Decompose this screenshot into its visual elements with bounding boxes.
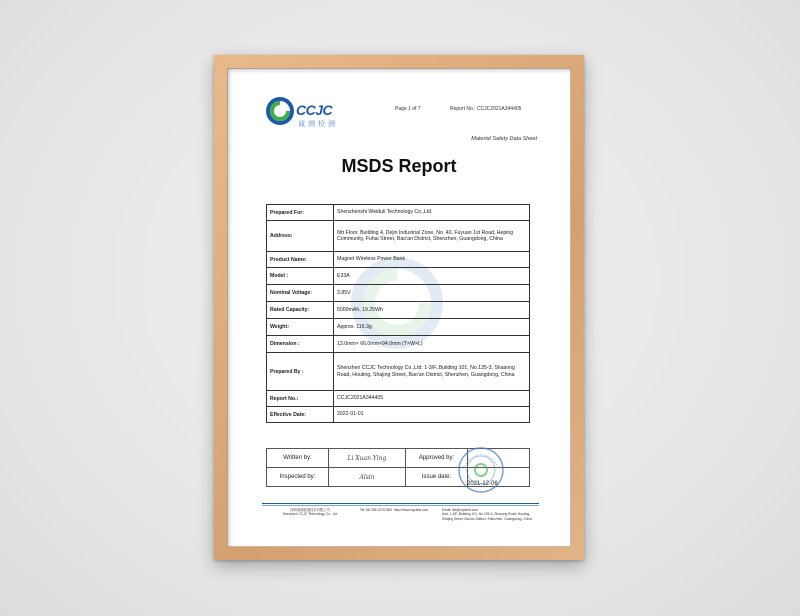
footer-company-cn: 深圳诚测检测技术有限公司	[290, 508, 330, 512]
footer-company	[265, 508, 355, 517]
field-label: Prepared For:	[267, 205, 334, 221]
field-value: 3.85V	[334, 285, 530, 302]
field-value: 2022-01-01	[334, 407, 530, 423]
field-label: Rated Capacity:	[267, 302, 334, 319]
field-value: 5000mAh, 19.25Wh	[334, 302, 530, 319]
table-row	[267, 285, 530, 302]
report-info-table	[266, 204, 530, 423]
logo-subtext: 诚测检测	[298, 121, 338, 128]
field-value: Shenzhen CCJC Technology Co.,Ltd. 1-3/F.,Building 101, No.135-3, Shasong Road, Houting, Shajing Street, Bao'an District, Shenzhen, Guangdong, China	[334, 353, 530, 391]
page-number: Page 1 of 7	[395, 106, 421, 112]
footer-company-en: Shenzhen CCJC Technology Co., Ltd	[282, 512, 338, 517]
field-label: Address:	[267, 221, 334, 252]
footer-email: Email: lab@ccjctest.com	[442, 508, 478, 512]
certificate-page	[227, 68, 571, 547]
footer-divider-thin	[262, 505, 539, 506]
field-value: 6th Floor, Building 4, Dejin Industrial Zone, No. 40, Fuyuan 1st Road, Heping Community, Fuhai Street, Bao'an District, Shenzhen, Guangdong, China	[334, 221, 530, 252]
footer-address: Add: 1-3/F.,Building 101, No.135-3, Shasong Road, Houting, Shajing Street, Bao'an District, Shenzhen, Guangdong, China	[442, 512, 532, 521]
table-row	[267, 252, 530, 268]
report-title: MSDS Report	[341, 156, 457, 176]
inspected-by-signature: Alsin	[329, 468, 406, 487]
picture-frame	[214, 55, 584, 560]
inspected-by-label: Inspected by:	[267, 468, 329, 487]
table-row	[267, 268, 530, 285]
field-value: 13.0mm× 66.0mm×94.0mm (T×W×L)	[334, 336, 530, 353]
header-report-no: Report No.: CCJC2021A344405	[450, 106, 522, 112]
table-row	[267, 353, 530, 391]
table-row	[267, 391, 530, 407]
field-value: Approx. 116.3g	[334, 319, 530, 336]
field-label: Report No.:	[267, 391, 334, 407]
footer-email-address	[442, 508, 537, 521]
field-label: Effective Date:	[267, 407, 334, 423]
field-value: CCJC2021A344405	[334, 391, 530, 407]
table-row	[267, 302, 530, 319]
field-value: E33A	[334, 268, 530, 285]
table-row	[267, 221, 530, 252]
field-label: Product Name:	[267, 252, 334, 268]
footer-tel: Tel: 86-755-23707853	[360, 508, 393, 512]
written-by-signature: Li Xuan Ying	[329, 449, 406, 468]
table-row	[267, 407, 530, 423]
page-header	[265, 96, 555, 136]
table-row	[267, 319, 530, 336]
field-label: Prepared By :	[267, 353, 334, 391]
issue-date-value: 2021-12-06	[467, 481, 498, 487]
footer-web: http://www.ccjctest.com	[393, 508, 429, 512]
footer-divider	[262, 503, 539, 504]
document-subtitle: Material Safety Data Sheet	[471, 136, 537, 142]
field-label: Model :	[267, 268, 334, 285]
logo-text: CCJC	[296, 102, 333, 118]
table-row	[267, 336, 530, 353]
field-label: Weight:	[267, 319, 334, 336]
field-label: Dimension :	[267, 336, 334, 353]
issue-date-label: Issue date:	[406, 468, 468, 487]
field-value: Magnet Wireless Power Bank	[334, 252, 530, 268]
footer-contact	[360, 508, 442, 512]
field-value: Shenzhenshi Weiduli Technology Co.,Ltd.	[334, 205, 530, 221]
approved-by-label: Approved by:	[406, 449, 468, 468]
ccjc-logo-icon	[265, 96, 295, 126]
field-label: Nominal Voltage:	[267, 285, 334, 302]
written-by-label: Written by:	[267, 449, 329, 468]
table-row	[267, 205, 530, 221]
